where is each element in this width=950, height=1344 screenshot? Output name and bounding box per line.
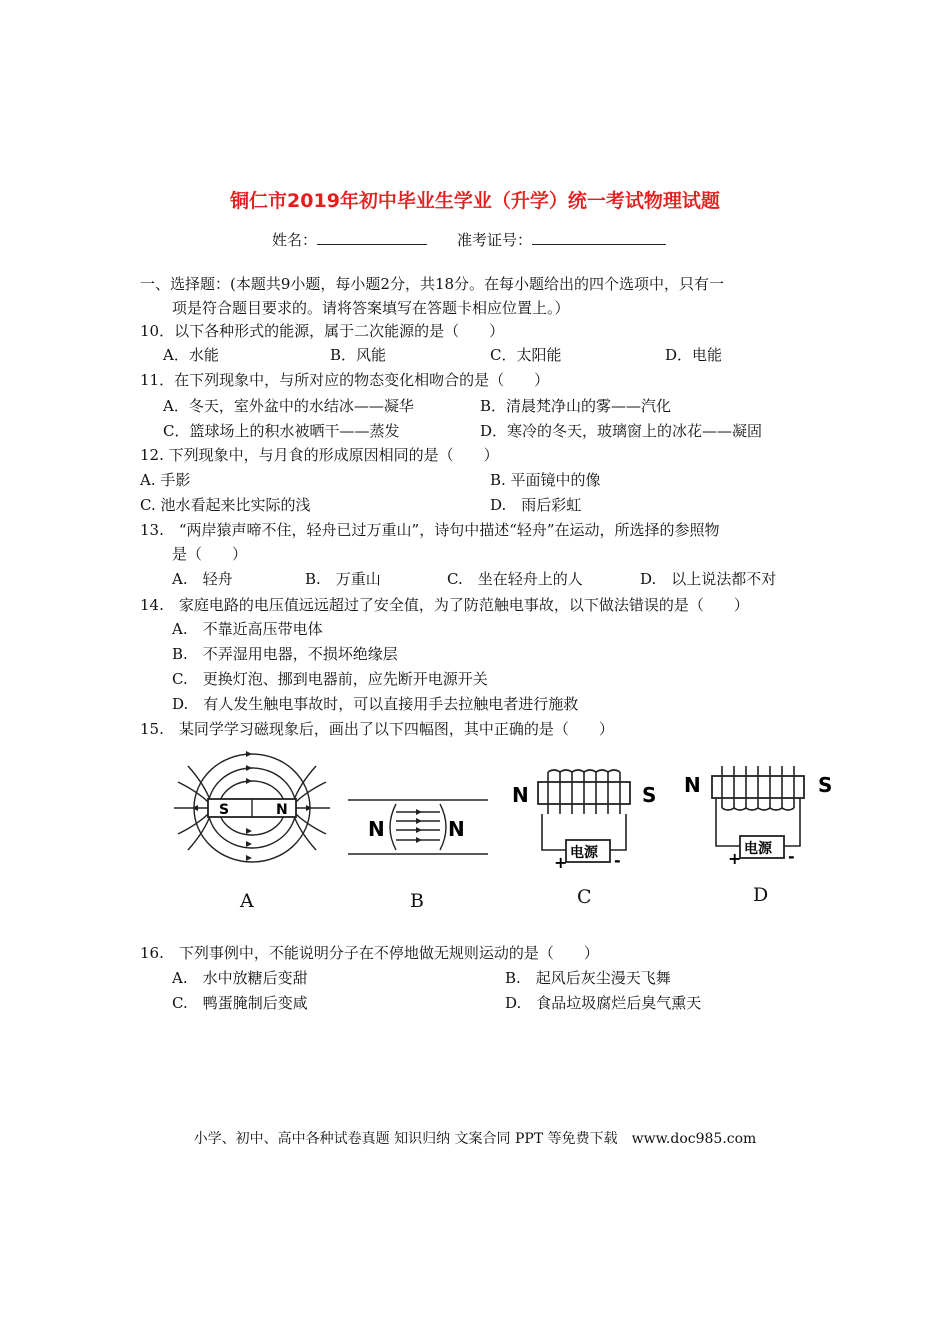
question-15-stem: 15. 某同学学习磁现象后，画出了以下四幅图，其中正确的是（ ） <box>140 720 614 738</box>
figure-c-plus: + <box>554 853 568 872</box>
q14-option-c: C. 更换灯泡、挪到电器前，应先断开电源开关 <box>172 670 488 688</box>
figure-a-left-pole: S <box>219 802 230 818</box>
question-14-stem: 14. 家庭电路的电压值远远超过了安全值，为了防范触电事故，以下做法错误的是（ ） <box>140 596 749 614</box>
section-heading-line2: 项是符合题目要求的。请将答案填写在答题卡相应位置上。） <box>172 299 570 317</box>
q16-option-b: B. 起风后灰尘漫天飞舞 <box>505 969 671 987</box>
q10-option-d: D．电能 <box>665 346 723 364</box>
section-heading-line1: 一、选择题：(本题共9小题，每小题2分，共18分。在每小题给出的四个选项中，只有一 <box>140 275 725 293</box>
figure-b-left-pole: N <box>368 817 385 841</box>
q11-option-a: A．冬天，室外盆中的水结冰——凝华 <box>163 397 414 415</box>
q13-option-d: D. 以上说法都不对 <box>640 570 777 588</box>
name-field <box>272 231 427 248</box>
figure-c-left-pole: N <box>512 783 529 807</box>
question-13-stem-line1: 13. “两岸猿声啼不住，轻舟已过万重山”，诗句中描述“轻舟”在运动，所选择的参照物 <box>140 521 720 539</box>
figure-a-right-pole: N <box>276 802 288 818</box>
figure-c-solenoid <box>508 768 662 872</box>
question-10-stem: 10．以下各种形式的能源，属于二次能源的是（ ） <box>140 322 505 340</box>
q13-option-c: C. 坐在轻舟上的人 <box>447 570 583 588</box>
q10-option-b: B．风能 <box>330 346 387 364</box>
figure-c-right-pole: S <box>642 783 657 807</box>
figure-c-minus: - <box>614 851 621 870</box>
q16-option-d: D. 食品垃圾腐烂后臭气熏天 <box>505 994 702 1012</box>
name-blank <box>317 231 427 245</box>
name-label: 姓名： <box>272 231 318 249</box>
exam-id-field <box>457 231 666 248</box>
q16-option-a: A. 水中放糖后变甜 <box>172 969 308 987</box>
q12-option-c: C. 池水看起来比实际的浅 <box>140 496 311 514</box>
q10-option-c: C．太阳能 <box>490 346 562 364</box>
figure-b-like-poles <box>348 790 488 862</box>
figure-d-solenoid <box>682 762 836 866</box>
q13-option-b: B. 万重山 <box>305 570 381 588</box>
q11-option-d: D．寒冷的冬天，玻璃窗上的冰花——凝固 <box>480 422 763 440</box>
figure-d-right-pole: S <box>818 773 833 797</box>
question-12-stem: 12. 下列现象中，与月食的形成原因相同的是（ ） <box>140 446 499 464</box>
page-footer: 小学、初中、高中各种试卷真题 知识归纳 文案合同 PPT 等免费下载 www.doc985.com <box>193 1131 757 1147</box>
figure-d-left-pole: N <box>684 773 701 797</box>
q14-option-d: D. 有人发生触电事故时，可以直接用手去拉触电者进行施救 <box>172 695 579 713</box>
exam-id-blank <box>532 231 666 245</box>
figure-d-source: 电源 <box>744 841 772 857</box>
figure-a-bar-magnet <box>174 748 330 868</box>
q12-option-b: B. 平面镜中的像 <box>490 471 601 489</box>
q10-option-a: A．水能 <box>163 346 219 364</box>
figure-b-right-pole: N <box>448 817 465 841</box>
q13-option-a: A. 轻舟 <box>172 570 233 588</box>
figure-d-plus: + <box>728 849 742 866</box>
q14-option-b: B. 不弄湿用电器，不损坏绝缘层 <box>172 645 398 663</box>
figure-d-label: D <box>753 884 769 906</box>
exam-id-label: 准考证号： <box>457 231 533 249</box>
page-title: 铜仁市2019年初中毕业生学业（升学）统一考试物理试题 <box>230 190 720 212</box>
figure-c-label: C <box>577 886 592 908</box>
q11-option-c: C．篮球场上的积水被晒干——蒸发 <box>163 422 400 440</box>
q12-option-d: D. 雨后彩虹 <box>490 496 582 514</box>
q16-option-c: C. 鸭蛋腌制后变咸 <box>172 994 308 1012</box>
q12-option-a: A. 手影 <box>140 471 191 489</box>
figure-a-label: A <box>240 890 254 912</box>
question-13-stem-line2: 是（ ） <box>172 545 248 563</box>
figure-b-label: B <box>410 890 424 912</box>
q11-option-b: B．清晨梵净山的雾——汽化 <box>480 397 672 415</box>
question-16-stem: 16. 下列事例中，不能说明分子在不停地做无规则运动的是（ ） <box>140 944 599 962</box>
figure-c-source: 电源 <box>570 845 598 861</box>
question-11-stem: 11．在下列现象中，与所对应的物态变化相吻合的是（ ） <box>140 371 550 389</box>
figure-d-minus: - <box>788 847 795 866</box>
q14-option-a: A. 不靠近高压带电体 <box>172 620 323 638</box>
